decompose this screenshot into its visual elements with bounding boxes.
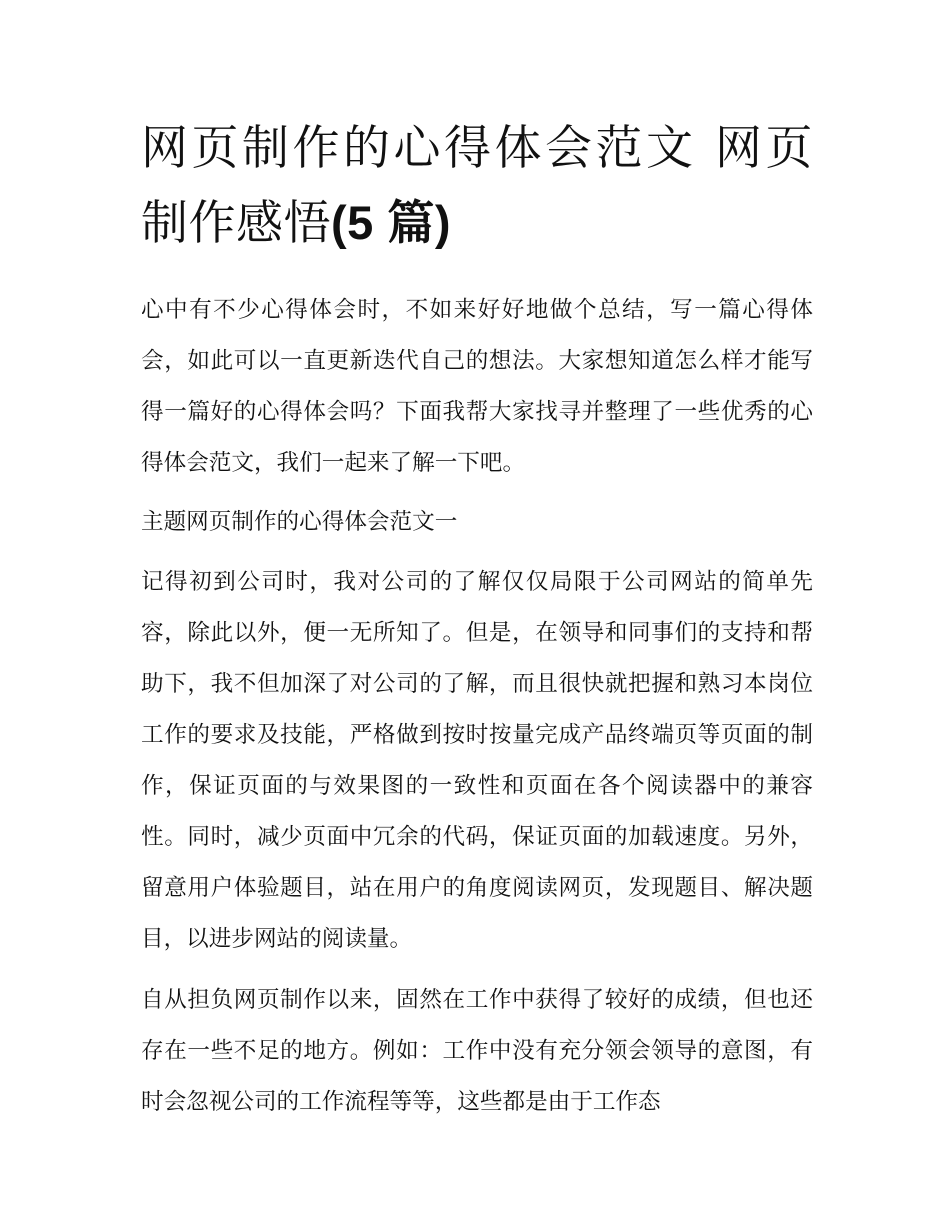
intro-paragraph: 心中有不少心得体会时，不如来好好地做个总结，写一篇心得体会，如此可以一直更新迭代自己的想法。大家想知道怎么样才能写得一篇好的心得体会吗？下面我帮大家找寻并整理了一些优秀的心得体会范文，我们一起来了解一下吧。 — [141, 297, 813, 476]
document-title-main: 网页制作的心得体会范文 网页制作感悟 — [141, 121, 813, 251]
body-paragraph-2: 自从担负网页制作以来，固然在工作中获得了较好的成绩，但也还存在一些不足的地方。例如：工作中没有充分领会领导的意图，有时会忽视公司的工作流程等等，这些都是由于工作态 — [141, 987, 813, 1115]
document-title — [141, 112, 813, 261]
document-content — [141, 112, 813, 1138]
body-paragraph-1: 记得初到公司时，我对公司的了解仅仅局限于公司网站的简单先容，除此以外，便一无所知了。但是，在领导和同事们的支持和帮助下，我不但加深了对公司的了解，而且很快就把握和熟习本岗位工作的要求及技能，严格做到按时按量完成产品终端页等页面的制作，保证页面的与效果图的一致性和页面在各个阅读器中的兼容性。同时，减少页面中冗余的代码，保证页面的加载速度。另外，留意用户体验题目，站在用户的角度阅读网页，发现题目、解决题目，以进步网站的阅读量。 — [141, 569, 813, 952]
document-title-suffix: (5 篇) — [331, 196, 451, 249]
section-heading: 主题网页制作的心得体会范文一 — [141, 509, 458, 535]
